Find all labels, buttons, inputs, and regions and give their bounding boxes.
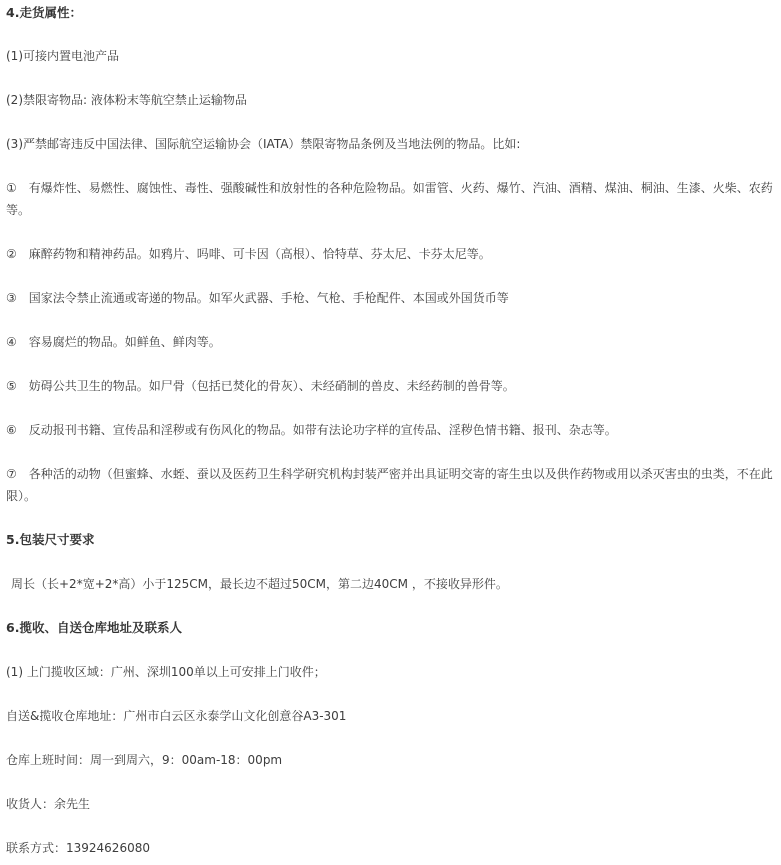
s5-item-1: 周长（长+2*宽+2*高）小于125CM，最长边不超过50CM，第二边40CM ，不接收异形件。	[11, 577, 508, 591]
s4-item-1: (1)可接内置电池产品	[6, 49, 119, 63]
s6-item-3: 仓库上班时间：周一到周六，9：00am-18：00pm	[6, 753, 283, 767]
s4-item-circled-7: ⑦ 各种活的动物（但蜜蜂、水蛭、蚕以及医药卫生科学研究机构封装严密并出具证明交寄的寄生虫以及供作药物或用以杀灭害虫的虫类，不在此限）。	[6, 467, 773, 503]
s4-item-circled-1: ① 有爆炸性、易燃性、腐蚀性、毒性、强酸碱性和放射性的各种危险物品。如雷管、火药、爆竹、汽油、酒精、煤油、桐油、生漆、火柴、农药等。	[6, 181, 773, 217]
s4-item-3: (3)严禁邮寄违反中国法律、国际航空运输协会（IATA）禁限寄物品条例及当地法例的物品。比如:	[6, 137, 521, 151]
s6-item-5: 联系方式：13924626080	[6, 841, 150, 855]
s4-item-circled-5: ⑤ 妨碍公共卫生的物品。如尸骨（包括已焚化的骨灰）、未经硝制的兽皮、未经药制的兽骨等。	[6, 379, 515, 393]
s6-item-4: 收货人：余先生	[6, 797, 91, 811]
section-6-heading: 6.揽收、自送仓库地址及联系人	[6, 620, 182, 635]
s4-item-circled-2: ② 麻醉药物和精神药品。如鸦片、吗啡、可卡因（高根）、恰特草、芬太尼、卡芬太尼等。	[6, 247, 491, 261]
s4-item-2: (2)禁限寄物品: 液体粉末等航空禁止运输物品	[6, 93, 247, 107]
section-4-heading: 4.走货属性：	[6, 5, 82, 20]
s4-item-circled-6: ⑥ 反动报刊书籍、宣传品和淫秽或有伤风化的物品。如带有法论功字样的宣传品、淫秽色情书籍、报刊、杂志等。	[6, 423, 617, 437]
s4-item-circled-4: ④ 容易腐烂的物品。如鲜鱼、鲜肉等。	[6, 335, 221, 349]
s6-item-1: (1) 上门揽收区域：广州、深圳100单以上可安排上门收件；	[6, 665, 326, 679]
s6-item-2: 自送&揽收仓库地址：广州市白云区永泰学山文化创意谷A3-301	[6, 709, 347, 723]
section-5-heading: 5.包装尺寸要求	[6, 532, 95, 547]
s4-item-circled-3: ③ 国家法令禁止流通或寄递的物品。如军火武器、手枪、气枪、手枪配件、本国或外国货币等	[6, 291, 509, 305]
